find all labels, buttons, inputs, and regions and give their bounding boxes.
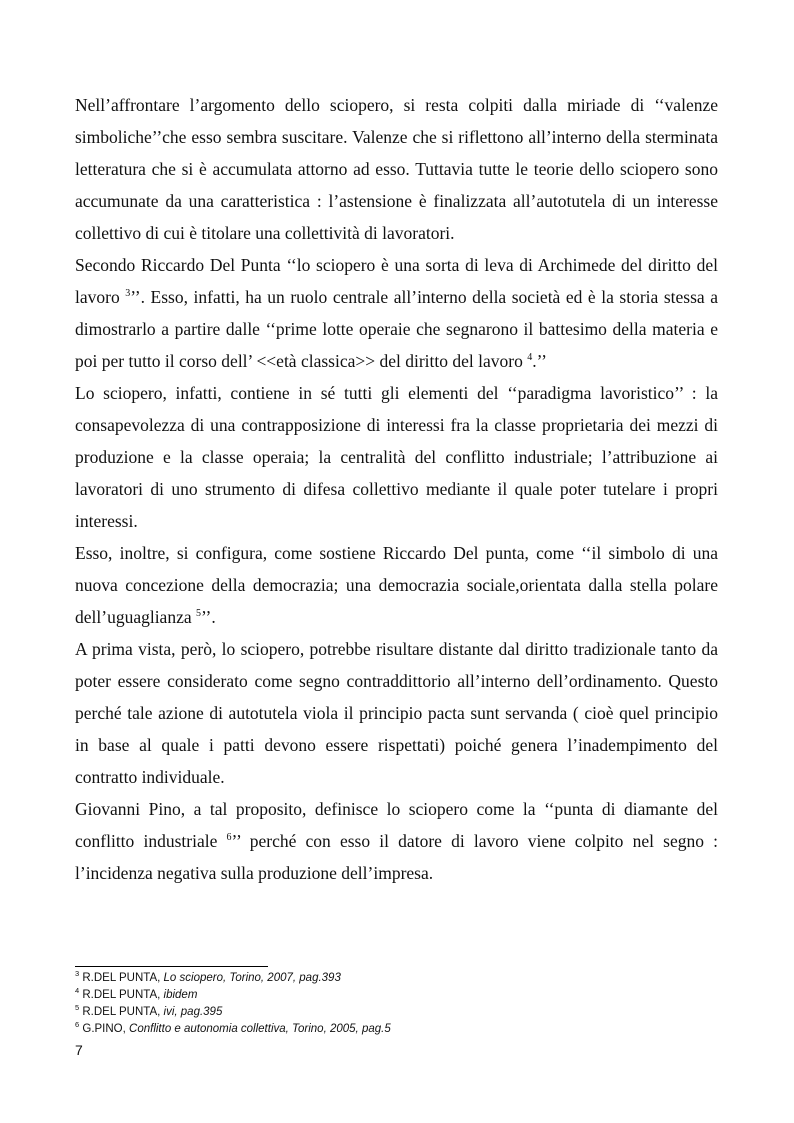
footnote-number: 3 (75, 969, 80, 979)
footnote-author: R.DEL PUNTA, (82, 1006, 164, 1018)
footnote-title: Lo sciopero, Torino, 2007, pag.393 (163, 972, 341, 984)
footnote-number: 5 (75, 1003, 80, 1013)
footnote-separator (75, 966, 268, 967)
paragraph-2 (75, 249, 718, 377)
footnote-ref-4[interactable]: 4 (527, 352, 533, 364)
paragraph-1: Nell’affrontare l’argomento dello sciopero, si resta colpiti dalla miriade di ‘‘valenze simboliche’’che esso sembra suscitare. Valenze che si riflettono all’interno della sterminata letteratura che si è accumulata attorno ad esso. Tuttavia tutte le teorie dello sciopero sono accumunate da una caratteristica : l’astensione è finalizzata all’autotutela di un interesse collettivo di cui è titolare una collettività di lavoratori. (75, 95, 718, 243)
paragraph-6 (75, 793, 718, 889)
footnote-number: 4 (75, 986, 80, 996)
paragraph-2-text-a: Secondo Riccardo Del Punta ‘‘lo sciopero è una sorta di leva di Archimede del diritto del lavoro (75, 255, 718, 307)
paragraph-6-text-b: ’’ perché con esso il datore di lavoro viene colpito nel segno : l’incidenza negativa sulla produzione dell’impresa. (75, 831, 718, 883)
body-text (75, 89, 718, 889)
paragraph-4-text-b: ’’. (201, 607, 216, 627)
footnote-ref-3[interactable]: 3 (125, 288, 131, 300)
paragraph-2-text-c: .’’ (532, 351, 547, 371)
footnote-title: ivi, pag.395 (163, 1006, 223, 1018)
footnote-ref-6[interactable]: 6 (226, 832, 232, 844)
paragraph-3: Lo sciopero, infatti, contiene in sé tutti gli elementi del ‘‘paradigma lavoristico’’ : la consapevolezza di una contrapposizione di interessi fra la classe proprietaria dei mezzi di produzione e la classe operaia; la centralità del conflitto industriale; l’attribuzione ai lavoratori di uno strumento di difesa collettivo mediante il quale poter tutelare i propri interessi. (75, 383, 718, 531)
paragraph-4 (75, 537, 718, 633)
footnote-6 (75, 1021, 718, 1038)
footnote-number: 6 (75, 1020, 80, 1030)
footnote-author: R.DEL PUNTA, (82, 989, 164, 1001)
paragraph-2-text-b: ’’. Esso, infatti, ha un ruolo centrale all’interno della società ed è la storia stessa a dimostrarlo a partire dalle ‘‘prime lotte operaie che segnarono il battesimo della materia e poi per tutto il corso dell’ <<età classica>> del diritto del lavoro (75, 287, 718, 371)
paragraph-6-text-a: Giovanni Pino, a tal proposito, definisce lo sciopero come la ‘‘punta di diamante del conflitto industriale (75, 799, 718, 851)
paragraph-5: A prima vista, però, lo sciopero, potrebbe risultare distante dal diritto tradizionale tanto da poter essere considerato come segno contraddittorio all’interno dell’ordinamento. Questo perché tale azione di autotutela viola il principio pacta sunt servanda ( cioè quel principio in base al quale i patti devono essere rispettati) poiché genera l’inadempimento del contratto individuale. (75, 639, 718, 787)
page-number: 7 (75, 1042, 83, 1058)
paragraph-4-text-a: Esso, inoltre, si configura, come sostiene Riccardo Del punta, come ‘‘il simbolo di una nuova concezione della democrazia; una democrazia sociale,orientata dalla stella polare dell’uguaglianza (75, 543, 718, 627)
footnote-4 (75, 987, 718, 1004)
footnote-ref-5[interactable]: 5 (196, 608, 201, 620)
footnotes (75, 970, 718, 1038)
footnote-author: R.DEL PUNTA, (82, 972, 164, 984)
footnote-5 (75, 1004, 718, 1021)
footnote-author: G.PINO, (82, 1023, 130, 1035)
footnote-3 (75, 970, 718, 987)
footnote-title: ibidem (163, 989, 198, 1001)
footnote-title: Conflitto e autonomia collettiva, Torino, 2005, pag.5 (129, 1023, 391, 1035)
